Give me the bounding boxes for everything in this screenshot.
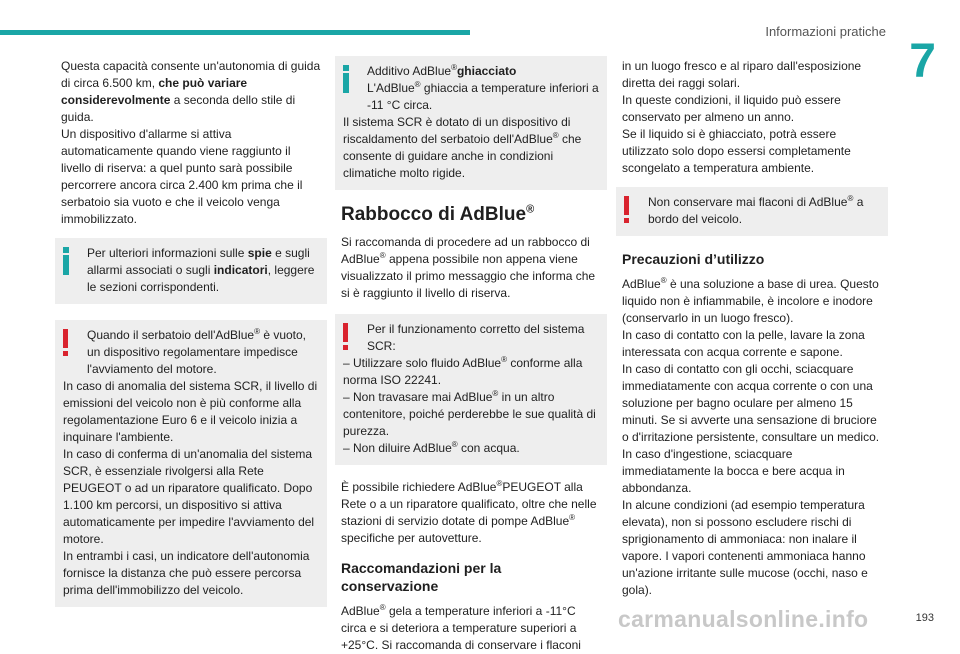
paragraph: In queste condizioni, il liquido può essere conservato per almeno un anno.: [622, 93, 841, 124]
paragraph: In caso di contatto con la pelle, lavare la zona interessata con acqua corrente e sapone.: [622, 328, 865, 359]
paragraph: In caso d'ingestione, sciacquare immediatamente la bocca e bere acqua in abbondanza.: [622, 447, 845, 495]
info-icon: [343, 65, 349, 93]
watermark: carmanualsonline.info: [618, 606, 869, 632]
paragraph: Questa capacità consente un'autonomia di guida di circa 6.500 km, che può variare considerevolmente a seconda dello stile di guida.: [61, 59, 321, 124]
info-box: Per ulteriori informazioni sulle spie e sugli allarmi associati o sugli indicatori, leggere le sezioni corrispondenti.: [55, 238, 327, 304]
paragraph: AdBlue® gela a temperature inferiori a -11°C circa e si deteriora a temperature superiori a +25°C. Si raccomanda di conservare i flaconi: [341, 603, 581, 652]
subsection-heading: Raccomandazioni per la conservazione: [341, 560, 502, 594]
paragraph: in un luogo fresco e al riparo dall'esposizione diretta dei raggi solari.: [622, 59, 862, 90]
paragraph: Un dispositivo d'allarme si attiva automaticamente quando viene raggiunto il livello di riserva: a quel punto sarà possibile percorrere ancora circa 2.400 km prima che il serbatoio sia vuoto e che il veicolo venga immobilizzato.: [61, 127, 303, 226]
warning-box: Quando il serbatoio dell'AdBlue® è vuoto, un dispositivo regolamentare impedisce l'avviamento del motore. In caso di anomalia del sistema SCR, il livello di emissioni del veicolo non è più conforme alla regolamentazione Euro 6 e il veicolo inizia a inquinare l'ambiente. In caso di conferma di un'anomalia del sistema SCR, è essenziale rivolgersi alla Rete PEUGEOT o ad un riparatore qualificato. Dopo 1.100 km percorsi, un dispositivo si attiva automaticamente per impedire l'avviamento del motore. In entrambi i casi, un indicatore dell'autonomia fornisce la distanza che può essere percorsa prima dell'immobilizzo del veicolo.: [55, 320, 327, 607]
info-icon: [63, 247, 69, 275]
paragraph: In alcune condizioni (ad esempio temperatura elevata), non si possono escludere rischi di sprigionamento di ammoniaca: non inalare il vapore. I vapori contenenti ammoniaca hanno un'azione irritante sulle mucose (occhi, naso e gola).: [622, 498, 868, 597]
warning-icon: [624, 196, 629, 224]
header-accent-bar: [0, 30, 470, 35]
paragraph: In caso di contatto con gli occhi, sciacquare immediatamente con acqua corrente o con una soluzione per bagno oculare per almeno 15 minuti. Se si avverte una sensazione di bruciore o d'irritazione persistente, consultare un medico.: [622, 362, 880, 444]
paragraph: Se il liquido si è ghiacciato, potrà essere utilizzato solo dopo essersi completamente scongelato a temperatura ambiente.: [622, 127, 851, 175]
column-3: [622, 58, 882, 599]
warning-box: Per il funzionamento corretto del sistema SCR: – Utilizzare solo fluido AdBlue® conforme alla norma ISO 22241. – Non travasare mai AdBlue® in un altro contenitore, poiché perderebbe le sue qualità di purezza. – Non diluire AdBlue® con acqua.: [335, 314, 607, 465]
chapter-number: 7: [909, 35, 936, 88]
page-number: 193: [915, 612, 934, 624]
subsection-heading: Precauzioni d’utilizzo: [622, 251, 765, 267]
warning-icon: [63, 329, 68, 357]
column-2: [341, 56, 601, 654]
section-heading: Rabbocco di AdBlue®: [341, 203, 535, 225]
paragraph: Si raccomanda di procedere ad un rabbocco di AdBlue® appena possibile non appena viene visualizzato il primo messaggio che informa che si è raggiunto il livello di riserva.: [341, 235, 596, 300]
info-box: Additivo AdBlue®ghiacciato L'AdBlue® ghiaccia a temperature inferiori a -11 °C circa. Il sistema SCR è dotato di un dispositivo di riscaldamento del serbatoio dell'AdBlue® che consente di guidare anche in condizioni climatiche molto rigide.: [335, 56, 607, 190]
warning-box: Non conservare mai flaconi di AdBlue® a bordo del veicolo.: [616, 187, 888, 236]
paragraph: AdBlue® è una soluzione a base di urea. Questo liquido non è infiammabile, è incolore e inodore (conservarlo in un luogo fresco).: [622, 276, 879, 325]
paragraph: È possibile richiedere AdBlue®PEUGEOT alla Rete o a un riparatore qualificato, oltre che nelle stazioni di servizio dotate di pompe AdBlue® specifiche per autovetture.: [341, 479, 597, 545]
section-title: Informazioni pratiche: [765, 24, 886, 39]
warning-icon: [343, 323, 348, 351]
column-1: [61, 58, 321, 621]
